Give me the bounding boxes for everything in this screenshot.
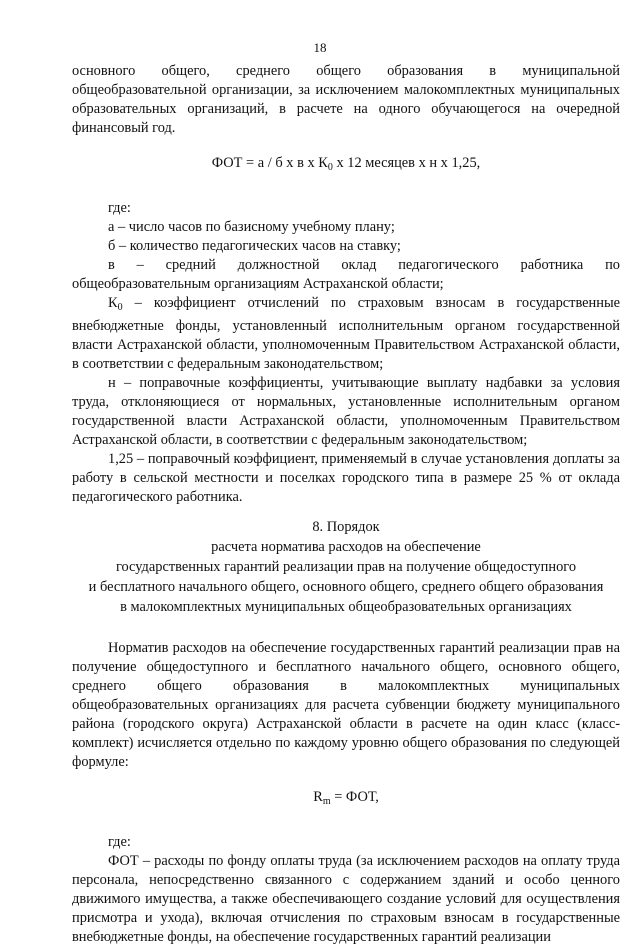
rm-formula (72, 788, 620, 811)
formula-subscript: 0 (327, 162, 333, 173)
definition-k0 (72, 294, 620, 374)
definition-v: в – средний должностной оклад педагогического работника по общеобразовательным организациям Астраханской области; (72, 257, 620, 292)
where-label: где: (108, 200, 131, 216)
k0-text: – коэффициент отчислений по страховым взносам в государственные внебюджетные фонды, установленный исполнительным органом государственной власти Астраханской области, уполномоченным Правительством Астраханской области, в соответствии с федеральным законодательством; (72, 295, 620, 372)
definition-n: н – поправочные коэффициенты, учитывающие выплату надбавки за условия труда, отклоняющиеся от нормальных, установленные исполнительным органом государственной власти Астраханской области, уполномоченным Правительством Астраханской области, в соответствии с федеральным законодательством; (72, 375, 620, 448)
page-number: 18 (313, 40, 327, 55)
definition-125: 1,25 – поправочный коэффициент, применяемый в случае установления доплаты за работу в сельской местности и поселках городского типа в размере 25 % от оклада педагогического работника. (72, 451, 620, 505)
intro-paragraph: основного общего, среднего общего образования в муниципальной общеобразовательной организации, за исключением малокомплектных муниципальных образовательных организаций, в расчете на одного обучающегося на очередной финансовый год. (72, 63, 620, 136)
definition-a: а – число часов по базисному учебному плану; (108, 219, 395, 235)
where-label: где: (108, 834, 131, 850)
fot-formula (72, 154, 620, 177)
formula-part: R (313, 789, 323, 805)
section-heading-line: расчета норматива расходов на обеспечение (211, 539, 481, 555)
section-heading-line: государственных гарантий реализации прав на получение общедоступного (115, 559, 577, 575)
page-content (72, 62, 620, 947)
k0-subscript: 0 (117, 302, 123, 313)
section-heading-line: в малокомплектных муниципальных общеобразовательных организациях (120, 599, 572, 615)
section-heading (72, 517, 620, 617)
section-paragraph: Норматив расходов на обеспечение государственных гарантий реализации прав на получение общедоступного и бесплатного начального общего, основного общего, среднего общего образования в малокомплектных муниципальных общеобразовательных организациях для расчета субвенции бюджету муниципального района (городского округа) Астраханской области в расчете на один класс (класс-комплект) исчисляется отдельно по каждому уровню общего образования по следующей формуле: (72, 640, 620, 770)
formula-part: х 12 месяцев х н х 1,25, (332, 155, 481, 171)
k0-symbol: К (108, 295, 118, 311)
formula-part: ФОТ = а / б х в х К (211, 155, 328, 171)
formula-subscript: m (322, 796, 331, 807)
formula-part: = ФОТ, (330, 789, 379, 805)
definition-b: б – количество педагогических часов на ставку; (108, 238, 401, 254)
section-heading-line: и бесплатного начального общего, основного общего, среднего общего образования (88, 579, 604, 595)
fot-definition: ФОТ – расходы по фонду оплаты труда (за исключением расходов на оплату труда персонала, непосредственно связанного с содержанием зданий и особо ценного движимого имущества, а также обеспечивающего создание условий для осуществления присмотра и ухода), включая отчисления по страховым взносам в государственные внебюджетные фонды, на обеспечение государственных гарантий реализации (72, 853, 620, 945)
section-heading-line: 8. Порядок (312, 519, 380, 535)
